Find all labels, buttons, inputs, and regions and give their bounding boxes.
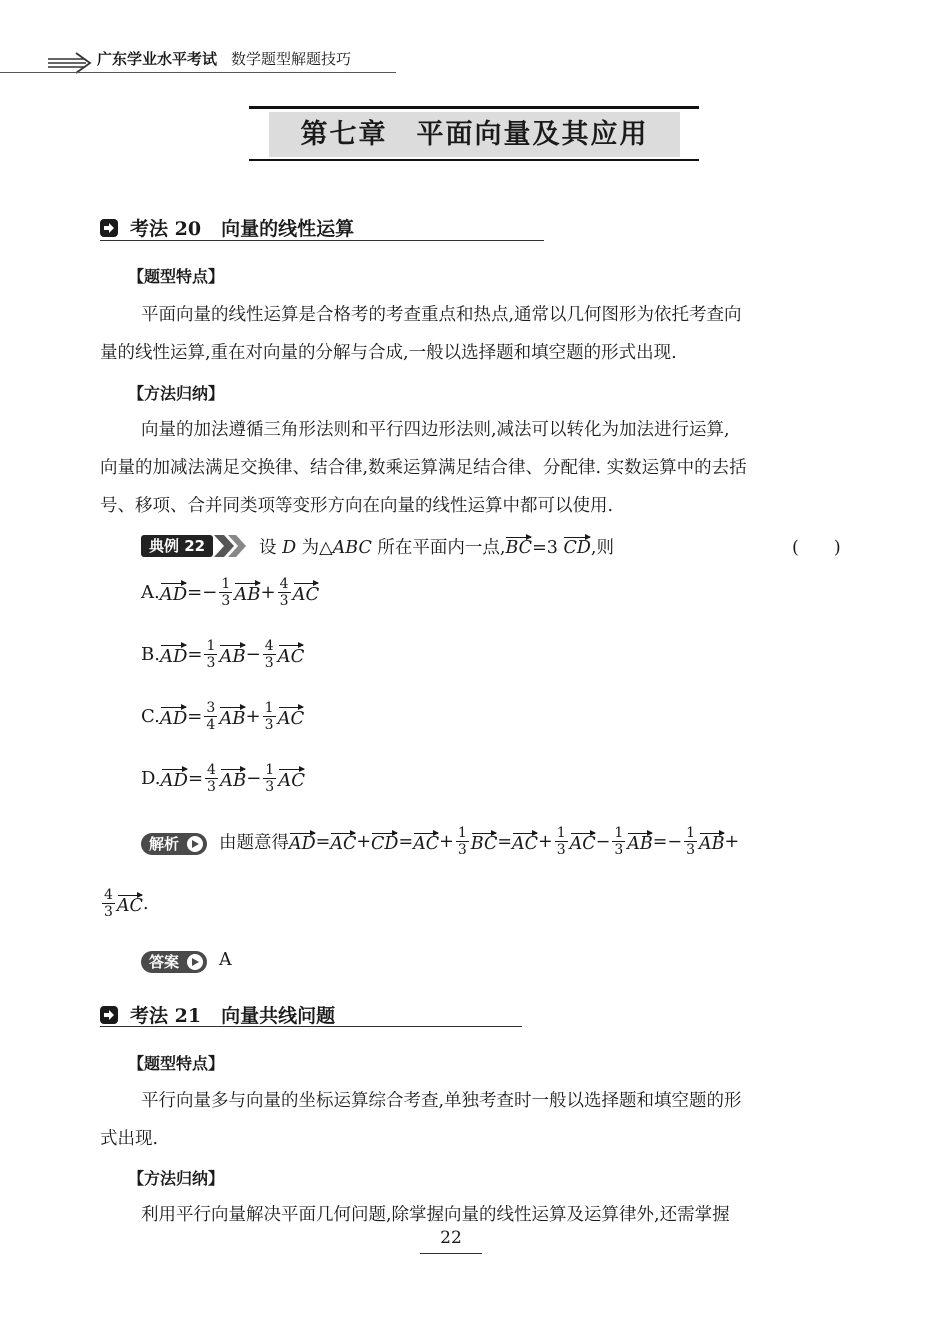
section-20-method-line-3: 号、移项、合并同类项等变形方向在向量的线性运算中都可以使用.	[100, 496, 614, 516]
section-21-heading	[130, 1001, 335, 1028]
an-vec-ac-2: AC	[413, 830, 439, 854]
option-b-op: −	[245, 644, 261, 665]
an-frac-3: $\frac{1}{3}$	[614, 825, 624, 858]
an-vec-ac-4: AC	[570, 830, 596, 854]
header-subtitle: 数学题型解题技巧	[231, 50, 352, 68]
option-b-frac-1: $\frac{1}{3}$	[206, 638, 216, 671]
q-text-2: 为△	[296, 538, 333, 558]
example-badge-chevrons-icon	[214, 535, 250, 557]
option-d-label: D.	[141, 768, 161, 789]
q-triangle: ABC	[332, 538, 372, 558]
answer-blank-parentheses: ( )	[792, 538, 841, 558]
section-21-underline	[100, 1026, 522, 1027]
section-20-method-line-1: 向量的加法遵循三角形法则和平行四边形法则,减法可以转化为加法进行运算,	[141, 420, 730, 440]
chapter-top-rule	[249, 106, 699, 109]
an-vec-ac-5: AC	[117, 892, 143, 916]
option-a-label: A.	[141, 582, 160, 603]
analysis-label	[141, 833, 207, 855]
an-vec-ab-1: AB	[627, 830, 653, 854]
answer-label-text: 答案	[149, 953, 180, 971]
option-c-eq: =	[187, 706, 203, 727]
section-20-number: 考法 20	[130, 218, 202, 240]
q-eq: =3	[532, 538, 558, 558]
page-number-rule	[420, 1253, 482, 1254]
option-d-lhs: AD	[161, 766, 188, 791]
an-vec-ab-2: AB	[699, 830, 725, 854]
q-vector-cd: CD	[563, 534, 590, 558]
an-vec-ad: AD	[289, 830, 316, 854]
an-vec-bc: BC	[471, 830, 498, 854]
option-b-vec-1: AB	[219, 642, 245, 667]
chapter-bottom-rule	[249, 159, 699, 161]
section-20-heading	[130, 214, 354, 241]
section-arrow-icon	[100, 1006, 118, 1024]
option-c	[141, 700, 304, 733]
section-21-features-label: 【题型特点】	[128, 1054, 225, 1073]
option-b	[141, 638, 304, 671]
analysis-label-text: 解析	[149, 835, 180, 853]
answer-label	[141, 951, 207, 973]
q-text-1: 设	[259, 538, 283, 558]
q-point-d: D	[282, 538, 297, 558]
option-a-op: +	[260, 582, 276, 603]
an-frac-5: $\frac{4}{3}$	[104, 887, 113, 920]
q-vector-bc: BC	[505, 534, 532, 558]
option-c-lhs: AD	[160, 704, 187, 729]
section-20-method-label: 【方法归纳】	[128, 384, 225, 403]
option-c-op: +	[245, 706, 261, 727]
an-vec-ac-3: AC	[512, 830, 538, 854]
q-text-3: 所在平面内一点,	[371, 538, 506, 558]
section-20-method-line-2: 向量的加减法满足交换律、结合律,数乘运算满足结合律、分配律. 实数运算中的去括	[100, 458, 747, 478]
option-c-frac-1: $\frac{3}{4}$	[206, 700, 216, 733]
section-20-title: 向量的线性运算	[221, 218, 355, 240]
option-d-eq: =	[187, 768, 204, 789]
page-number: 22	[440, 1228, 462, 1248]
section-21-features-line-1: 平行向量多与向量的坐标运算综合考查,单独考查时一般以选择题和填空题的形	[141, 1091, 742, 1111]
option-d-vec-1: AB	[220, 766, 246, 791]
option-a-vec-1: AB	[234, 580, 260, 605]
example-22-question	[259, 534, 614, 559]
an-vec-cd: CD	[371, 830, 398, 854]
q-text-4: ,则	[590, 538, 614, 558]
section-20-features-label: 【题型特点】	[128, 267, 225, 286]
option-a-frac-1: $\frac{1}{3}$	[221, 576, 231, 609]
analysis-prefix: 由题意得	[219, 833, 289, 853]
option-d-op: −	[246, 768, 262, 789]
analysis-derivation-end: $\frac{4}{3}$ AC .	[104, 887, 149, 920]
running-header	[97, 48, 351, 69]
option-b-eq: =	[187, 644, 203, 665]
option-c-frac-2: $\frac{1}{3}$	[264, 700, 274, 733]
chapter-title: 第七章 平面向量及其应用	[300, 119, 649, 150]
option-c-label: C.	[141, 706, 160, 727]
section-21-number: 考法 21	[130, 1005, 202, 1027]
option-d	[141, 762, 305, 795]
an-vec-ac-1: AC	[330, 830, 356, 854]
section-20-features-line-1: 平面向量的线性运算是合格考的考查重点和热点,通常以几何图形为依托考查向	[141, 305, 742, 325]
answer-value: A	[219, 950, 232, 970]
an-frac-2: $\frac{1}{3}$	[556, 825, 566, 858]
section-21-method-label: 【方法归纳】	[128, 1169, 225, 1188]
header-book-title: 广东学业水平考试	[97, 50, 218, 68]
an-frac-4: $\frac{1}{3}$	[686, 825, 696, 858]
section-20-features-line-2: 量的线性运算,重在对向量的分解与合成,一般以选择题和填空题的形式出现.	[100, 343, 677, 363]
an-frac-1: $\frac{1}{3}$	[457, 825, 467, 858]
option-b-label: B.	[141, 644, 160, 665]
option-a-frac-2: $\frac{4}{3}$	[279, 576, 289, 609]
section-20-underline	[100, 240, 544, 241]
example-22-badge: 典例 22	[141, 535, 213, 557]
section-21-title: 向量共线问题	[221, 1005, 336, 1027]
option-b-lhs: AD	[160, 642, 187, 667]
arrow-circle-icon	[187, 836, 203, 852]
option-b-frac-2: $\frac{4}{3}$	[264, 638, 274, 671]
section-arrow-icon	[100, 219, 118, 237]
option-c-vec-2: AC	[278, 704, 305, 729]
analysis-derivation: 由题意得 AD = AC + CD = AC + $\frac{1}{3}$ BC = AC + $\frac{1}{3}$ AC − $\frac{1}{3}$ AB =− $\frac{1}{3}$ AB +	[219, 825, 740, 858]
section-21-features-line-2: 式出现.	[100, 1129, 159, 1149]
option-a-vec-2: AC	[293, 580, 320, 605]
arrow-circle-icon	[187, 954, 203, 970]
option-a-lhs: AD	[160, 580, 187, 605]
option-d-vec-2: AC	[278, 766, 305, 791]
section-21-method-line-1: 利用平行向量解决平面几何问题,除掌握向量的线性运算及运算律外,还需掌握	[141, 1205, 730, 1225]
option-a-eq: =−	[187, 582, 218, 603]
header-rule	[0, 72, 396, 73]
option-b-vec-2: AC	[278, 642, 305, 667]
option-a	[141, 576, 319, 609]
option-d-frac-1: $\frac{4}{3}$	[207, 762, 216, 795]
option-d-frac-2: $\frac{1}{3}$	[265, 762, 275, 795]
option-c-vec-1: AB	[219, 704, 245, 729]
